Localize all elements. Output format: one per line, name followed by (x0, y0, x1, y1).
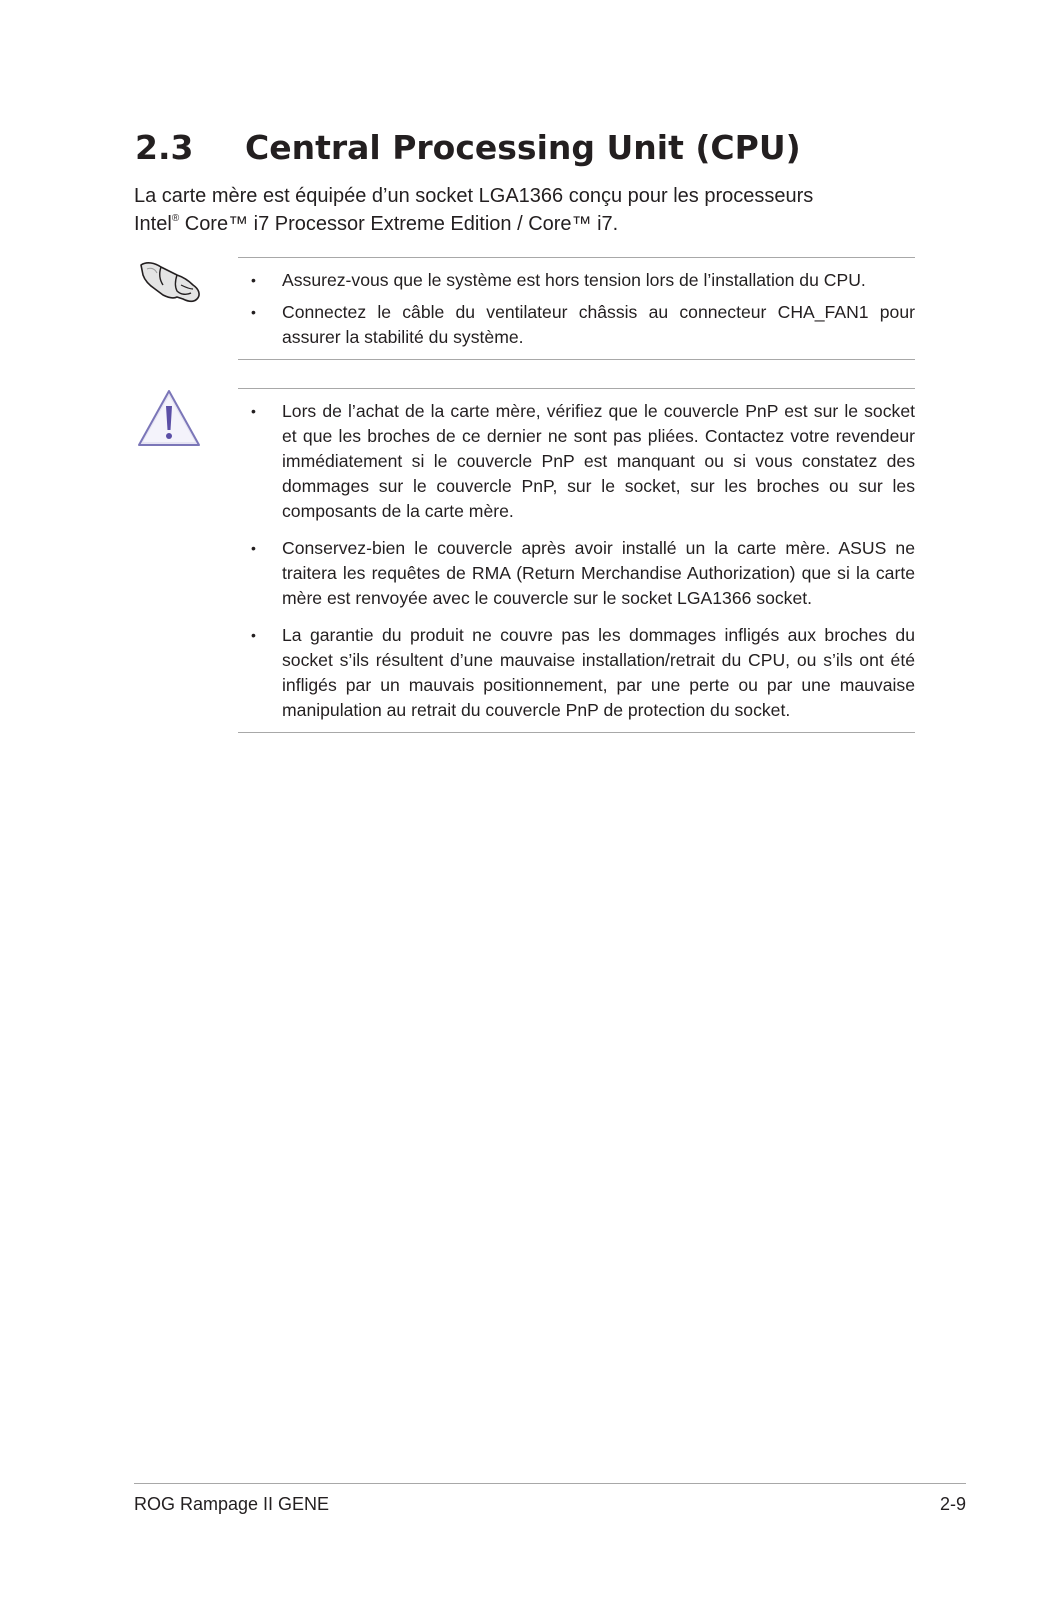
intro-line-2-text: Core™ i7 Processor Extreme Edition / Core™ i7. (179, 213, 619, 235)
bullet: • (251, 272, 256, 288)
intro-line-1: La carte mère est équipée d’un socket LGA1366 conçu pour les processeurs (134, 185, 814, 207)
section-number: 2.3 (135, 128, 194, 167)
list-item (238, 399, 915, 524)
list-item (238, 536, 915, 611)
hand-note-icon (137, 255, 203, 307)
intro-paragraph (134, 182, 924, 238)
warning-triangle-icon (137, 388, 201, 448)
footer-product-name: ROG Rampage II GENE (134, 1494, 330, 1514)
section-heading: Central Processing Unit (CPU) (245, 128, 801, 167)
warning-text: La garantie du produit ne couvre pas les dommages infligés aux broches du socket s’ils résultent d’une mauvaise installation/retrait du CPU, ou s’ils ont été infligés par un mauvais positionnement, par une perte ou par une mauvaise manipulation au retrait du couvercle PnP de protection du socket. (282, 625, 915, 720)
registered-mark: ® (171, 213, 180, 224)
note-box (238, 257, 915, 360)
bullet: • (251, 304, 256, 320)
footer-divider (134, 1483, 966, 1484)
footer-page-number: 2-9 (939, 1494, 966, 1514)
warning-list (238, 399, 915, 735)
warning-box (238, 388, 915, 733)
list-item (238, 268, 915, 293)
warning-text: Conservez-bien le couvercle après avoir installé un la carte mère. ASUS ne traitera les requêtes de RMA (Return Merchandise Authorization) que si la carte mère est renvoyée avec le couvercle sur le socket LGA1366 socket. (282, 538, 915, 608)
note-text: Connectez le câble du ventilateur châssis au connecteur CHA_FAN1 pour assurer la stabilité du système. (282, 302, 915, 347)
intro-brand: Intel (134, 213, 172, 235)
bullet: • (251, 403, 256, 419)
intro-line-2 (134, 210, 924, 238)
bullet: • (251, 540, 256, 556)
bullet: • (251, 627, 256, 643)
warning-text: Lors de l’achat de la carte mère, vérifiez que le couvercle PnP est sur le socket et que les broches de ce dernier ne sont pas pliées. Contactez votre revendeur immédiatement si le couvercle PnP est manquant ou si vous constatez des dommages sur le couvercle PnP, sur le socket, sur les broches ou sur les composants de la carte mère. (282, 401, 915, 521)
list-item (238, 623, 915, 723)
note-list (238, 268, 915, 357)
section-title (135, 124, 935, 172)
note-text: Assurez-vous que le système est hors tension lors de l’installation du CPU. (282, 270, 866, 290)
list-item (238, 300, 915, 350)
